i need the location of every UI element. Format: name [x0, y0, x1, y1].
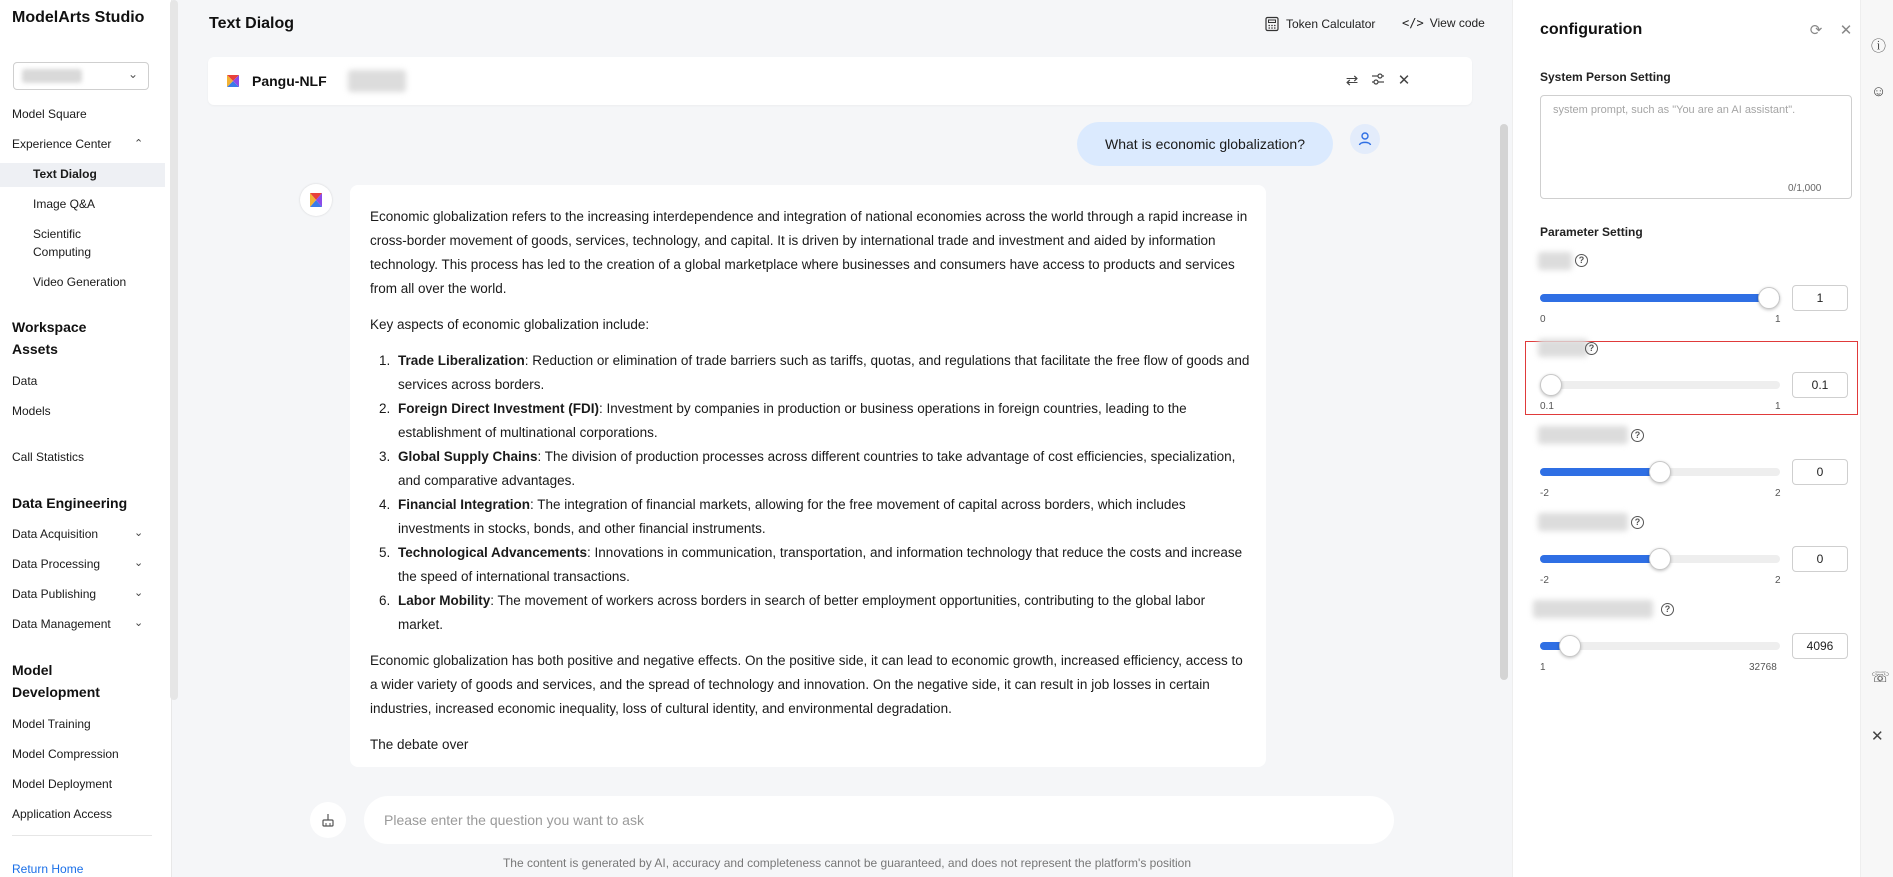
- return-home-link[interactable]: Return Home: [12, 862, 84, 876]
- sidebar-item-model-square[interactable]: Model Square: [12, 107, 87, 121]
- sidebar-divider: [12, 835, 152, 836]
- config-title: configuration: [1540, 21, 1643, 38]
- list-item: 6. Labor Mobility: The movement of workers across borders in search of better employment opportunities, contributing to the global labor market.: [394, 589, 1250, 637]
- brand-title: ModelArts Studio: [12, 9, 145, 26]
- sidebar-item-data-processing[interactable]: Data Processing: [12, 557, 101, 571]
- calculator-icon: [1264, 16, 1280, 32]
- sidebar-item-data-acquisition[interactable]: Data Acquisition: [12, 527, 99, 541]
- param-slider[interactable]: [1540, 642, 1780, 650]
- model-version-redacted: [348, 70, 406, 92]
- sidebar-scrollbar[interactable]: [170, 0, 178, 700]
- param-value-input[interactable]: [1792, 372, 1848, 398]
- ai-response-effects: Economic globalization has both positive and negative effects. On the positive side, it can lead to economic growth, increased efficiency, access to a wider variety of goods and services, and the spread of technology and innovation. On the negative side, it can result in job losses in certain industries, increased economic inequality, loss of cultural identity, and environmental degradation.: [370, 653, 1243, 716]
- slider-thumb[interactable]: [1649, 548, 1671, 570]
- param-value-input[interactable]: [1792, 633, 1848, 659]
- ai-response-debate: The debate over: [370, 737, 469, 752]
- sidebar-item-model-training[interactable]: Model Training: [12, 717, 91, 731]
- ai-response-content: [370, 205, 1250, 767]
- workspace-name-redacted: [22, 69, 82, 83]
- sidebar-item-scientific-computing-line1[interactable]: Scientific: [33, 227, 82, 241]
- sidebar-item-video-generation[interactable]: Video Generation: [33, 275, 127, 289]
- ai-avatar-icon: [300, 184, 332, 216]
- view-code-label: View code: [1429, 16, 1485, 30]
- model-name: Pangu-NLF: [252, 73, 327, 89]
- param-label-redacted: [1538, 426, 1628, 444]
- help-icon[interactable]: ?: [1575, 254, 1588, 267]
- broom-icon: [320, 812, 336, 828]
- chat-main: [182, 0, 1512, 877]
- token-calculator-button[interactable]: [1264, 16, 1375, 32]
- view-code-button[interactable]: [1402, 16, 1485, 30]
- clear-chat-button[interactable]: [310, 802, 346, 838]
- workspace-select[interactable]: [13, 62, 149, 90]
- slider-thumb[interactable]: [1540, 374, 1562, 396]
- model-bar: [208, 57, 1472, 105]
- token-calculator-label: Token Calculator: [1286, 17, 1376, 31]
- chat-scrollbar[interactable]: [1500, 124, 1508, 680]
- ai-response-intro: Economic globalization refers to the increasing interdependence and integration of national economies across the world through a rapid increase in cross-border movement of goods, services, technology, and capital. It is driven by international trade and investment and aided by information technology. This process has led to the creation of a global marketplace where businesses and consumers have access to products and services from all over the world.: [370, 209, 1248, 296]
- range-max: 1: [1775, 314, 1781, 325]
- sidebar-item-experience-center[interactable]: Experience Center: [12, 137, 112, 151]
- group-workspace-assets-line1: Workspace: [12, 319, 87, 335]
- page-title: Text Dialog: [209, 15, 295, 32]
- slider-thumb[interactable]: [1649, 461, 1671, 483]
- slider-thumb[interactable]: [1758, 287, 1780, 309]
- code-icon: </>: [1402, 16, 1424, 30]
- close-icon[interactable]: ✕: [1397, 72, 1411, 89]
- sidebar-item-application-access[interactable]: Application Access: [12, 807, 113, 821]
- slider-fill: [1540, 294, 1780, 302]
- list-item: 4. Financial Integration: The integration of financial markets, allowing for the free movement of capital across borders, which includes investments in stocks, bonds, and other financial instruments.: [394, 493, 1250, 541]
- close-icon[interactable]: ✕: [1839, 22, 1853, 39]
- param-value-input[interactable]: [1792, 459, 1848, 485]
- help-icon[interactable]: ?: [1661, 603, 1674, 616]
- help-icon[interactable]: ?: [1631, 429, 1644, 442]
- param-value-input[interactable]: [1792, 546, 1848, 572]
- param-slider[interactable]: [1540, 381, 1780, 389]
- range-min: 1: [1540, 662, 1546, 673]
- range-min: -2: [1540, 575, 1549, 586]
- right-rail: [1860, 0, 1893, 877]
- chevron-down-icon[interactable]: ⌄: [134, 587, 144, 599]
- sidebar-item-scientific-computing-line2[interactable]: Computing: [33, 245, 92, 259]
- chevron-down-icon: ⌄: [127, 67, 138, 81]
- headset-icon[interactable]: ☏: [1871, 669, 1890, 686]
- settings-sliders-icon[interactable]: [1368, 71, 1388, 91]
- range-max: 1: [1775, 401, 1781, 412]
- help-circle-icon[interactable]: ⓘ: [1871, 38, 1887, 55]
- sidebar-item-call-statistics[interactable]: Call Statistics: [12, 450, 85, 464]
- system-person-setting-label: System Person Setting: [1540, 70, 1671, 84]
- range-max: 2: [1775, 488, 1781, 499]
- param-slider[interactable]: [1540, 468, 1780, 476]
- parameter-setting-label: Parameter Setting: [1540, 225, 1643, 239]
- param-label-redacted: [1538, 339, 1588, 357]
- range-max: 32768: [1749, 662, 1777, 673]
- param-label-redacted: [1533, 600, 1653, 618]
- question-input[interactable]: [364, 796, 1394, 844]
- user-avatar-icon: [1350, 124, 1380, 154]
- param-slider[interactable]: [1540, 555, 1780, 563]
- smiley-icon[interactable]: ☺: [1871, 83, 1887, 100]
- sidebar-item-data-management[interactable]: Data Management: [12, 617, 111, 631]
- range-max: 2: [1775, 575, 1781, 586]
- range-min: 0: [1540, 314, 1546, 325]
- sidebar-item-text-dialog[interactable]: Text Dialog: [33, 167, 97, 181]
- help-icon[interactable]: ?: [1585, 342, 1598, 355]
- param-label-redacted: [1538, 252, 1572, 270]
- sidebar-item-data[interactable]: Data: [12, 374, 38, 388]
- sidebar-item-model-deployment[interactable]: Model Deployment: [12, 777, 113, 791]
- list-item: 1. Trade Liberalization: Reduction or elimination of trade barriers such as tariffs, quotas, and regulations that facilitate the free flow of goods and services across borders.: [394, 349, 1250, 397]
- sidebar-item-data-publishing[interactable]: Data Publishing: [12, 587, 97, 601]
- configuration-panel: [1512, 0, 1860, 877]
- list-item: 2. Foreign Direct Investment (FDI): Investment by companies in production or business operations in foreign countries, leading to the establishment of multinational corporations.: [394, 397, 1250, 445]
- pangu-logo-icon: [224, 72, 242, 90]
- sidebar-item-image-qa[interactable]: Image Q&A: [33, 197, 96, 211]
- chevron-down-icon[interactable]: ⌄: [134, 557, 144, 569]
- chevron-down-icon[interactable]: ⌄: [134, 527, 144, 539]
- param-value-input[interactable]: [1792, 285, 1848, 311]
- group-model-development-line2: Development: [12, 684, 100, 700]
- reset-icon[interactable]: ⟳: [1809, 22, 1823, 39]
- user-message-bubble: What is economic globalization?: [1077, 122, 1333, 166]
- range-min: -2: [1540, 488, 1549, 499]
- ai-response-list: [394, 349, 1250, 637]
- param-slider[interactable]: [1540, 294, 1780, 302]
- group-workspace-assets-line2: Assets: [12, 341, 58, 357]
- collapse-icon[interactable]: ✕: [1871, 728, 1884, 745]
- group-data-engineering: Data Engineering: [12, 495, 128, 511]
- slider-fill: [1540, 468, 1660, 476]
- chevron-up-icon[interactable]: ⌃: [134, 138, 144, 150]
- param-label-redacted: [1538, 513, 1628, 531]
- swap-icon[interactable]: ⇄: [1345, 72, 1359, 89]
- sidebar: [0, 0, 172, 877]
- ai-disclaimer: The content is generated by AI, accuracy and completeness cannot be guaranteed, and does not represent the platform's position: [502, 856, 1192, 870]
- ai-response-key-aspects: Key aspects of economic globalization include:: [370, 317, 650, 332]
- sidebar-item-model-compression[interactable]: Model Compression: [12, 747, 119, 761]
- list-item: 5. Technological Advancements: Innovations in communication, transportation, and information technology that reduce the costs and increase the speed of international transactions.: [394, 541, 1250, 589]
- chevron-down-icon[interactable]: ⌄: [134, 617, 144, 629]
- slider-thumb[interactable]: [1559, 635, 1581, 657]
- help-icon[interactable]: ?: [1631, 516, 1644, 529]
- slider-fill: [1540, 555, 1660, 563]
- ai-response-card: [350, 185, 1266, 767]
- range-min: 0.1: [1540, 401, 1554, 412]
- list-item: 3. Global Supply Chains: The division of production processes across different countries to take advantage of cost efficiencies, specialization, and comparative advantages.: [394, 445, 1250, 493]
- sidebar-item-models[interactable]: Models: [12, 404, 51, 418]
- char-count: 0/1,000: [1788, 183, 1822, 194]
- group-model-development-line1: Model: [12, 662, 53, 678]
